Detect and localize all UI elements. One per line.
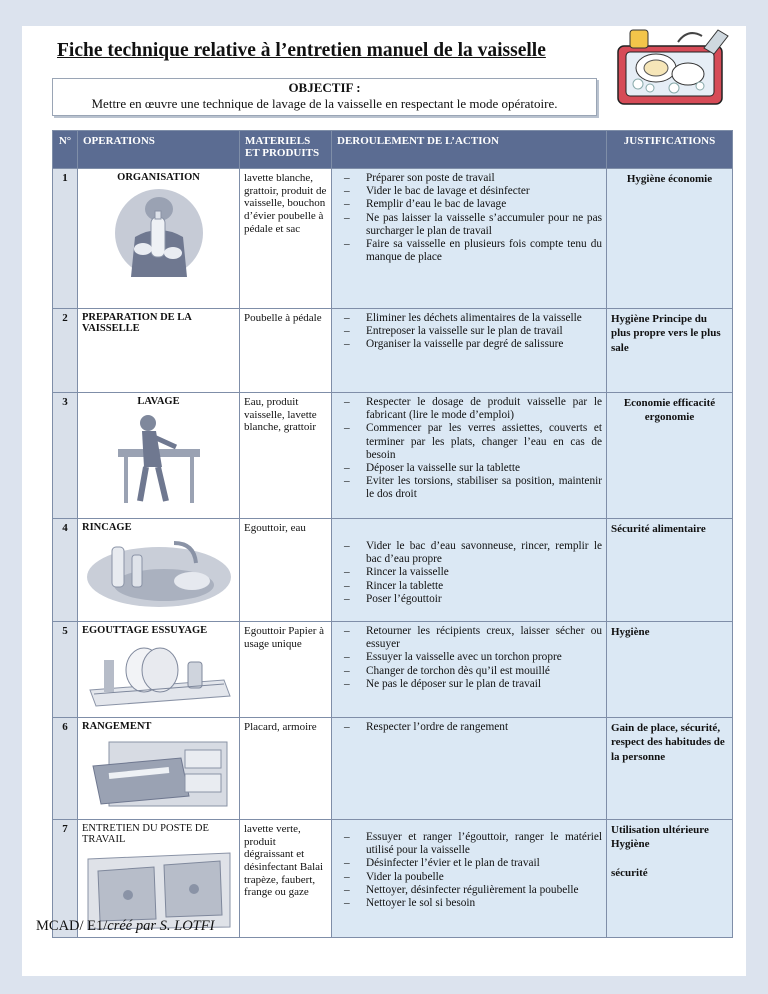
row-operation-cell [78,519,240,622]
row-operation-cell [78,718,240,820]
row-justification-cell [607,820,733,938]
action-step: – Retourner les récipients creux, laisser sécher ou essuyer [336,625,602,651]
action-step: – Essuyer et ranger l’égouttoir, ranger le matériel utilisé pour la vaisselle [336,831,602,857]
table-row [53,718,733,820]
row-justification: Gain de place, sécurité, respect des habitudes de la personne [607,718,733,820]
row-num: 1 [53,169,78,309]
row-num: 3 [53,393,78,519]
action-step: – Essuyer la vaisselle avec un torchon propre [336,651,602,664]
row-operation: ORGANISATION [117,172,200,183]
drawer-image [89,736,229,808]
action-step: – Respecter le dosage de produit vaisselle par le fabricant (lire le mode d’emploi) [336,396,602,422]
row-operation: RINCAGE [82,522,132,533]
row-materials: lavette blanche, grattoir, produit de vaisselle, bouchon d’évier poubelle à pédale et sac [240,169,332,309]
action-step: – Eliminer les déchets alimentaires de la vaisselle [336,312,602,325]
objective-heading: OBJECTIF : [288,80,361,95]
action-step: – Rincer la tablette [336,580,602,593]
sink-rinsing-image [84,537,234,609]
table-row [53,393,733,519]
row-justification-extra: sécurité [611,866,648,879]
action-step: – Commencer par les verres assiettes, couverts et terminer par les plats, changer l’eau en cas de besoin [336,422,602,462]
row-action-cell [332,820,607,938]
action-step: – Remplir d’eau le bac de lavage [336,198,602,211]
action-step: – Poser l’égouttoir [336,593,602,606]
action-step: – Désinfecter l’évier et le plan de travail [336,857,602,870]
row-num: 4 [53,519,78,622]
table-row [53,622,733,718]
row-materials: Poubelle à pédale [240,309,332,393]
header-num: N° [53,131,78,169]
action-step: – Eviter les torsions, stabiliser sa position, maintenir le dos droit [336,475,602,501]
row-action-cell [332,718,607,820]
row-materials: Placard, armoire [240,718,332,820]
table-row [53,519,733,622]
action-step: – Vider la poubelle [336,871,602,884]
action-step: – Nettoyer, désinfecter régulièrement la poubelle [336,884,602,897]
row-operation: EGOUTTAGE ESSUYAGE [82,625,208,636]
row-num: 5 [53,622,78,718]
row-operation-cell [78,393,240,519]
action-step: – Préparer son poste de travail [336,172,602,185]
action-step: – Ne pas le déposer sur le plan de travail [336,678,602,691]
action-step: – Vider le bac d’eau savonneuse, rincer, remplir le bac d’eau propre [336,540,602,566]
row-operation: PREPARATION DE LA VAISSELLE [82,312,192,334]
row-materials: Egouttoir Papier à usage unique [240,622,332,718]
person-holding-bottle-image [113,187,205,279]
action-step: – Faire sa vaisselle en plusieurs fois compte tenu du manque de place [336,238,602,264]
table-row [53,309,733,393]
header-action: DEROULEMENT DE L’ACTION [332,131,607,169]
header-materials: MATERIELS ET PRODUITS [240,131,332,169]
row-num: 7 [53,820,78,938]
row-operation-cell [78,169,240,309]
row-num: 6 [53,718,78,820]
action-step: – Organiser la vaisselle par degré de salissure [336,338,602,351]
action-step: – Rincer la vaisselle [336,566,602,579]
action-step: – Nettoyer le sol si besoin [336,897,602,910]
dishwashing-clipart [608,24,736,110]
row-justification: Utilisation ultérieure Hygiène [611,824,709,851]
row-operation-cell [78,309,240,393]
row-operation: LAVAGE [137,396,180,407]
footer-credit [36,918,214,935]
dish-rack-image [84,640,234,710]
action-step: – Respecter l’ordre de rangement [336,721,602,734]
table-header-row [53,131,733,169]
row-action-cell [332,622,607,718]
row-operation-cell [78,622,240,718]
objective-text: Mettre en œuvre une technique de lavage de la vaisselle en respectant le mode opératoire. [91,96,558,111]
objective-box [52,78,597,116]
table-row [53,169,733,309]
row-action-cell [332,519,607,622]
row-materials: Eau, produit vaisselle, lavette blanche, grattoir [240,393,332,519]
row-action-cell [332,169,607,309]
row-materials: lavette verte, produit dégraissant et désinfectant Balai trapèze, faubert, frange ou gaze [240,820,332,938]
row-num: 2 [53,309,78,393]
row-justification: Economie efficacité ergonomie [607,393,733,519]
page-title: Fiche technique relative à l’entretien manuel de la vaisselle [57,40,546,61]
action-step: – Vider le bac de lavage et désinfecter [336,185,602,198]
header-operations: OPERATIONS [78,131,240,169]
footer-author: créé par S. LOTFI [107,918,215,934]
procedure-table [52,130,733,938]
row-justification: Sécurité alimentaire [607,519,733,622]
header-justifications: JUSTIFICATIONS [607,131,733,169]
action-step: – Déposer la vaisselle sur la tablette [336,462,602,475]
footer-prefix: MCAD/ E1/ [36,918,108,934]
row-action-cell [332,393,607,519]
row-justification: Hygiène économie [607,169,733,309]
row-materials: Egouttoir, eau [240,519,332,622]
action-step: – Ne pas laisser la vaisselle s’accumuler pour ne pas surcharger le plan de travail [336,212,602,238]
row-justification: Hygiène Principe du plus propre vers le plus sale [607,309,733,393]
action-step: – Changer de torchon dès qu’il est mouillé [336,665,602,678]
row-operation: ENTRETIEN DU POSTE DE TRAVAIL [82,823,209,845]
row-justification: Hygiène [607,622,733,718]
row-operation: RANGEMENT [82,721,152,732]
person-washing-dishes-image [114,411,204,505]
row-action-cell [332,309,607,393]
action-step: – Entreposer la vaisselle sur le plan de travail [336,325,602,338]
